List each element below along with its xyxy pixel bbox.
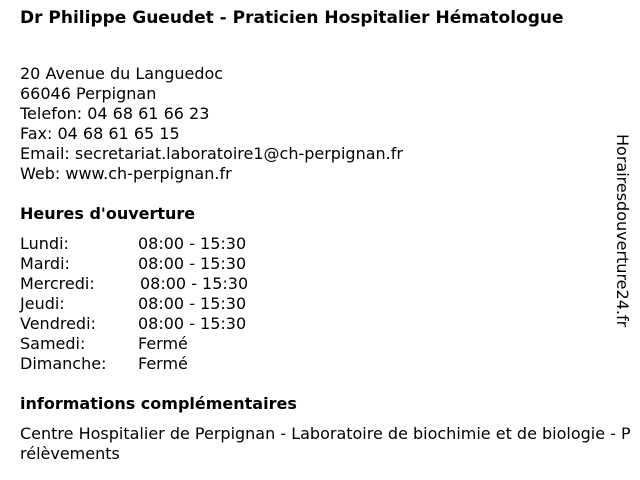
hours-row-saturday bbox=[20, 334, 320, 354]
site-watermark bbox=[612, 134, 634, 346]
day-label: Jeudi: bbox=[20, 294, 65, 313]
day-label: Samedi: bbox=[20, 334, 86, 353]
hours-value: 08:00 - 15:30 bbox=[138, 294, 247, 313]
hours-value: Fermé bbox=[138, 354, 188, 373]
website-link[interactable]: Web: www.ch-perpignan.fr bbox=[20, 164, 232, 183]
hours-value: Fermé bbox=[138, 334, 188, 353]
contact-block bbox=[20, 64, 403, 184]
email-address[interactable]: Email: secretariat.laboratoire1@ch-perpignan.fr bbox=[20, 144, 403, 163]
page-title: Dr Philippe Gueudet - Praticien Hospitalier Hématologue bbox=[20, 8, 564, 28]
hours-row-wednesday bbox=[20, 274, 320, 294]
additional-info-heading: informations complémentaires bbox=[20, 394, 297, 413]
day-label: Mercredi: bbox=[20, 274, 95, 293]
hours-row-tuesday bbox=[20, 254, 320, 274]
opening-hours-heading: Heures d'ouverture bbox=[20, 204, 196, 223]
hours-row-sunday bbox=[20, 354, 320, 374]
day-label: Dimanche: bbox=[20, 354, 107, 373]
opening-hours-table bbox=[20, 234, 320, 374]
hours-value: 08:00 - 15:30 bbox=[138, 234, 247, 253]
day-label: Lundi: bbox=[20, 234, 69, 253]
address-street: 20 Avenue du Languedoc bbox=[20, 64, 224, 83]
day-label: Mardi: bbox=[20, 254, 70, 273]
hours-row-thursday bbox=[20, 294, 320, 314]
hours-value: 08:00 - 15:30 bbox=[138, 314, 247, 333]
day-label: Vendredi: bbox=[20, 314, 96, 333]
watermark-text: Horairesdouverture24.fr bbox=[613, 134, 632, 328]
hours-row-friday bbox=[20, 314, 320, 334]
address-city: 66046 Perpignan bbox=[20, 84, 157, 103]
fax-number: Fax: 04 68 61 65 15 bbox=[20, 124, 180, 143]
hours-value: 08:00 - 15:30 bbox=[138, 254, 247, 273]
hours-value: 08:00 - 15:30 bbox=[140, 274, 249, 293]
phone-number: Telefon: 04 68 61 66 23 bbox=[20, 104, 210, 123]
additional-info-text: Centre Hospitalier de Perpignan - Laboratoire de biochimie et de biologie - Prélèvements bbox=[20, 424, 631, 463]
hours-row-monday bbox=[20, 234, 320, 254]
